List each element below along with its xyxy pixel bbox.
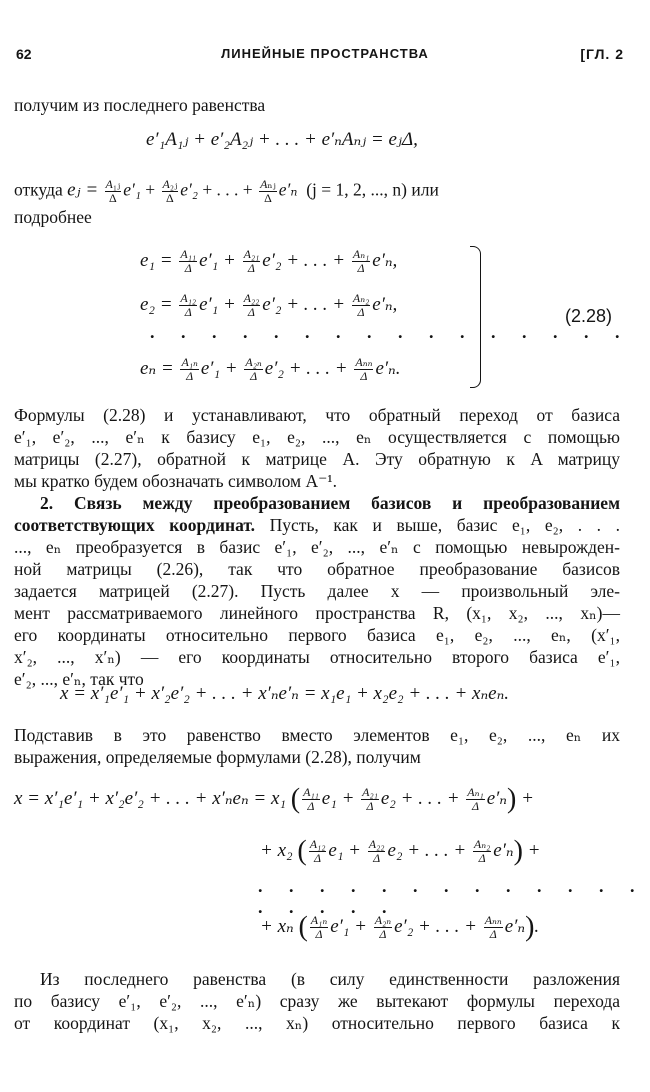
system-row-n: eₙ = $\frac{\text{A₁ₙ}}{\Delta}$ e′₁ + $\frac{\text{A₂ₙ}}{\Delta}$ e′₂ + . . . + $\frac{\text{Aₙₙ}}{\Delta}$ e′ₙ. — [140, 355, 401, 383]
expansion-row-n: + xₙ ( $\frac{\text{A₁ₙ}}{\Delta}$ e′₁ + $\frac{\text{A₂ₙ}}{\Delta}$ e′₂ + . . . + $\frac{\text{Aₙₙ}}{\Delta}$ e′ₙ). — [260, 911, 540, 943]
text-line: Формулы (2.28) и устанавливают, что обратный переход от базиса — [14, 405, 620, 425]
page-number: 62 — [16, 46, 32, 62]
text-line: Подставив в это равенство вместо элементов e₁, e₂, ..., eₙ их — [14, 725, 620, 745]
text-line: от координат (x₁, x₂, ..., xₙ) относительно первого базиса к — [14, 1013, 620, 1033]
formula-basis-relation: e′₁A₁ⱼ + e′₂A₂ⱼ + . . . + e′ₙAₙⱼ = eⱼΔ, — [146, 129, 418, 150]
formula-coordinates: x = x′₁e′₁ + x′₂e′₂ + . . . + x′ₙe′ₙ = x₁e₁ + x₂e₂ + . . . + xₙeₙ. — [60, 683, 510, 704]
text-line: мент рассматриваемого линейного пространства R, (x₁, x₂, ..., xₙ)— — [14, 603, 620, 623]
text-line: его координаты относительно первого базиса e₁, e₂, ..., eₙ, (x′₁, — [14, 625, 620, 645]
text-fragment: (j = 1, 2, ..., n) или — [306, 179, 439, 200]
text-line: ..., eₙ преобразуется в базис e′₁, e′₂, ..., e′ₙ с помощью невырожден- — [14, 537, 620, 557]
text-line: задается матрицей (2.27). Пусть далее x — произвольный эле- — [14, 581, 620, 601]
formula-fragment: eⱼ = — [67, 179, 99, 201]
section-heading-tail: соответствующих координат. — [14, 515, 256, 535]
text-line: Из последнего равенства (в силу единственности разложения — [40, 969, 620, 989]
running-title: ЛИНЕЙНЫЕ ПРОСТРАНСТВА — [221, 46, 429, 61]
system-brace — [470, 246, 481, 388]
expansion-row-1: x = x′₁e′₁ + x′₂e′₂ + . . . + x′ₙeₙ = x₁ ( $\frac{\text{A₁₁}}{\Delta}$ e₁ + $\frac{\text{A₂₁}}{\Delta}$ e₂ + . . . + $\frac{\text{Aₙ₁}}{\Delta}$ e′ₙ) + — [14, 783, 534, 815]
expansion-row-2: + x₂ ( $\frac{\text{A₁₂}}{\Delta}$ e₁ + $\frac{\text{A₂₂}}{\Delta}$ e₂ + . . . + $\frac{\text{Aₙ₂}}{\Delta}$ e′ₙ) + — [260, 835, 541, 867]
expansion-dots: . . . . . . . . . . . . . . . . . . — [258, 876, 646, 917]
text-line — [14, 514, 620, 536]
text-line: e′₁, e′₂, ..., e′ₙ к базису e₁, e₂, ..., eₙ осуществляется с помощью — [14, 427, 620, 447]
text-line: по базису e′₁, e′₂, ..., e′ₙ) сразу же вытекают формулы перехода — [14, 991, 620, 1011]
text-line: мы кратко будем обозначать символом A⁻¹. — [14, 471, 337, 491]
text-fragment: Пусть, как и выше, базис e₁, e₂, . . . — [269, 515, 621, 535]
text-fragment: откуда — [14, 179, 63, 200]
text-line: подробнее — [14, 207, 92, 227]
text-line: e′₂, ..., e′ₙ, так что — [14, 669, 144, 689]
chapter-label: [ГЛ. 2 — [580, 46, 624, 62]
text-line: получим из последнего равенства — [14, 95, 266, 115]
text-line: матрицы (2.27), обратной к матрице A. Эту обратную к A матрицу — [14, 449, 620, 469]
text-line: x′₂, ..., x′ₙ) — его координаты относительно второго базиса e′₁, — [14, 647, 620, 667]
system-dots: . . . . . . . . . . . . . . . . — [150, 322, 631, 342]
section-heading-line: 2. Связь между преобразованием базисов и преобразованием — [40, 493, 620, 513]
text-line: выражения, определяемые формулами (2.28), получим — [14, 747, 421, 767]
system-row-2: e₂ = $\frac{\text{A₁₂}}{\Delta}$ e′₁ + $\frac{\text{A₂₂}}{\Delta}$ e′₂ + . . . + $\frac{\text{Aₙ₂}}{\Delta}$ e′ₙ, — [140, 291, 398, 319]
formula-ej-line: откуда eⱼ = $\frac{\text{A₁ⱼ}}{\Delta}$ e′₁ + $\frac{\text{A₂ⱼ}}{\Delta}$ e′₂ + . . . + $\frac{\text{Aₙⱼ}}{\Delta}$ e′ₙ (j = 1, 2, ..., n) или — [14, 177, 439, 205]
system-row-1: e₁ = $\frac{\text{A₁₁}}{\Delta}$ e′₁ + $\frac{\text{A₂₁}}{\Delta}$ e′₂ + . . . + $\frac{\text{Aₙ₁}}{\Delta}$ e′ₙ, — [140, 247, 398, 275]
text-line: ной матрицы (2.26), так что обратное преобразование базисов — [14, 559, 620, 579]
equation-number: (2.28) — [565, 306, 613, 326]
